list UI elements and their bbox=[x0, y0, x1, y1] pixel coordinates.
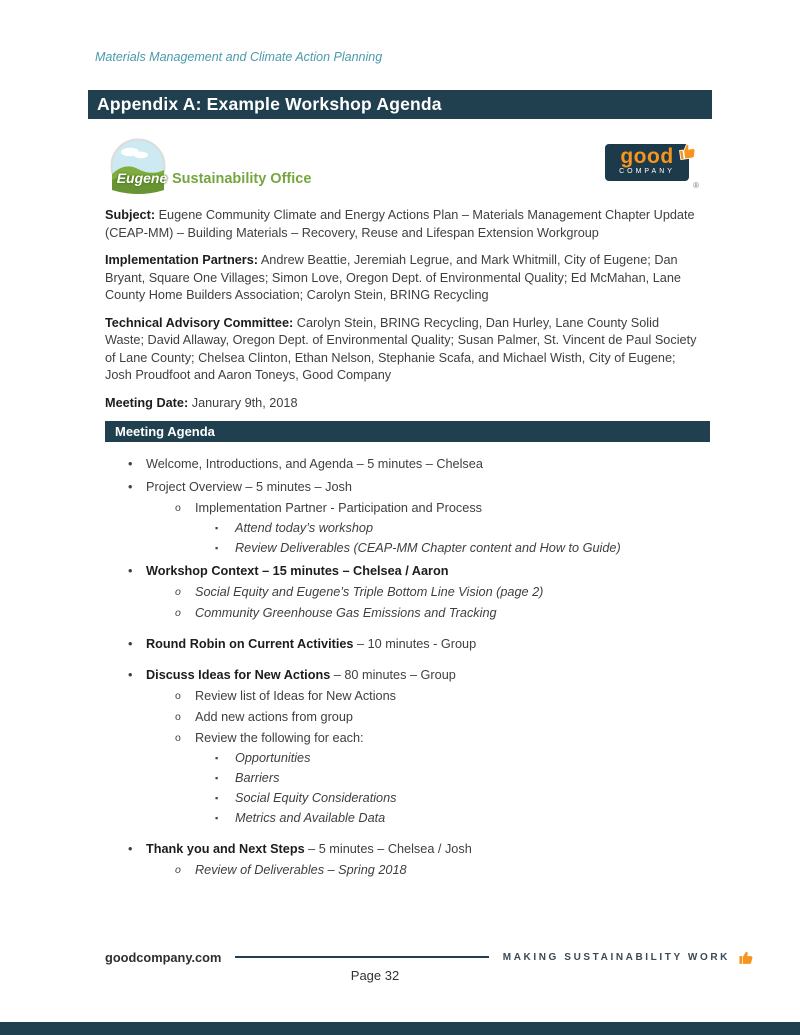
registered-mark: ® bbox=[693, 181, 699, 190]
agenda-item: o Review the following for each: bbox=[105, 730, 710, 746]
agenda-item: • Project Overview – 5 minutes – Josh bbox=[105, 479, 710, 495]
agenda-item: ▪ Review Deliverables (CEAP-MM Chapter content and How to Guide) bbox=[105, 540, 710, 556]
appendix-title-banner: Appendix A: Example Workshop Agenda bbox=[88, 90, 712, 119]
agenda-item: • Thank you and Next Steps – 5 minutes – Chelsea / Josh bbox=[105, 841, 710, 857]
agenda-item: o Add new actions from group bbox=[105, 709, 710, 725]
good-company-wordmark: good bbox=[620, 145, 674, 168]
meeting-agenda-header: Meeting Agenda bbox=[105, 421, 710, 442]
page-footer bbox=[105, 947, 755, 967]
paragraph-text: Andrew Beattie, Jeremiah Legrue, and Mark Whitmill, City of Eugene; Dan Bryant, Square One Villages; Simon Love, Oregon Dept. of Environmental Quality; Ed McMahan, Lane County Home Builders Association; Carolyn Stein, BRING Recycling bbox=[105, 253, 681, 302]
footer-divider-line bbox=[235, 956, 488, 958]
thumbs-up-icon bbox=[677, 140, 700, 163]
footer-website: goodcompany.com bbox=[105, 949, 222, 965]
agenda-item: o Community Greenhouse Gas Emissions and Tracking bbox=[105, 605, 710, 621]
thumbs-up-icon bbox=[738, 949, 755, 966]
paragraph-text: Eugene Community Climate and Energy Actions Plan – Materials Management Chapter Update (CEAP-MM) – Building Materials – Recovery, Reuse and Lifespan Extension Workgroup bbox=[105, 208, 695, 240]
agenda-item: ▪ Barriers bbox=[105, 770, 710, 786]
agenda-item: o Implementation Partner - Participation and Process bbox=[105, 500, 710, 516]
good-company-subtext: COMPANY bbox=[619, 168, 675, 175]
agenda-item: o Review of Deliverables – Spring 2018 bbox=[105, 862, 710, 878]
paragraph-subject bbox=[105, 207, 699, 242]
footer-tagline: MAKING SUSTAINABILITY WORK bbox=[502, 951, 730, 963]
paragraph-implementation-partners bbox=[105, 252, 699, 305]
paragraph-label: Subject: bbox=[105, 208, 156, 222]
paragraph-label: Implementation Partners: bbox=[105, 253, 258, 267]
agenda-item: • Workshop Context – 15 minutes – Chelsea / Aaron bbox=[105, 563, 710, 579]
good-company-logo bbox=[605, 144, 699, 190]
agenda-item: o Social Equity and Eugene’s Triple Bottom Line Vision (page 2) bbox=[105, 584, 710, 600]
agenda-item: o Review list of Ideas for New Actions bbox=[105, 688, 710, 704]
agenda-item: ▪ Social Equity Considerations bbox=[105, 790, 710, 806]
eugene-wordmark: Eugene bbox=[116, 170, 168, 186]
paragraph-label: Meeting Date: bbox=[105, 395, 189, 410]
agenda-item: • Discuss Ideas for New Actions – 80 minutes – Group bbox=[105, 667, 710, 683]
paragraph-text: Janurary 9th, 2018 bbox=[191, 395, 298, 410]
paragraph-text: Carolyn Stein, BRING Recycling, Dan Hurley, Lane County Solid Waste; David Allaway, Oregon Dept. of Environmental Quality; Susan Palmer, St. Vincent de Paul Society of Lane County; Chelsea Clinton, Ethan Nelson, Stephanie Scafa, and Michael Wisth, City of Eugene; Josh Proudfoot and Aaron Toneys, Good Company bbox=[105, 315, 697, 382]
page-number: Page 32 bbox=[350, 968, 400, 983]
eugene-sustainability-logo bbox=[110, 138, 410, 196]
agenda-item: • Round Robin on Current Activities – 10 minutes - Group bbox=[105, 636, 710, 652]
agenda-item: ▪ Metrics and Available Data bbox=[105, 810, 710, 826]
eugene-subtitle: Sustainability Office bbox=[172, 171, 312, 187]
agenda-list bbox=[105, 449, 710, 878]
agenda-item: ▪ Opportunities bbox=[105, 750, 710, 766]
paragraph-technical-advisory-committee bbox=[105, 315, 699, 385]
agenda-item: ▪ Attend today’s workshop bbox=[105, 520, 710, 536]
running-header: Materials Management and Climate Action Planning bbox=[95, 50, 383, 64]
agenda-item: • Welcome, Introductions, and Agenda – 5 minutes – Chelsea bbox=[105, 456, 710, 472]
bottom-accent-bar bbox=[0, 1022, 800, 1035]
paragraph-meeting-date bbox=[105, 395, 699, 413]
meta-paragraphs bbox=[105, 207, 699, 422]
paragraph-label: Technical Advisory Committee: bbox=[105, 315, 294, 330]
